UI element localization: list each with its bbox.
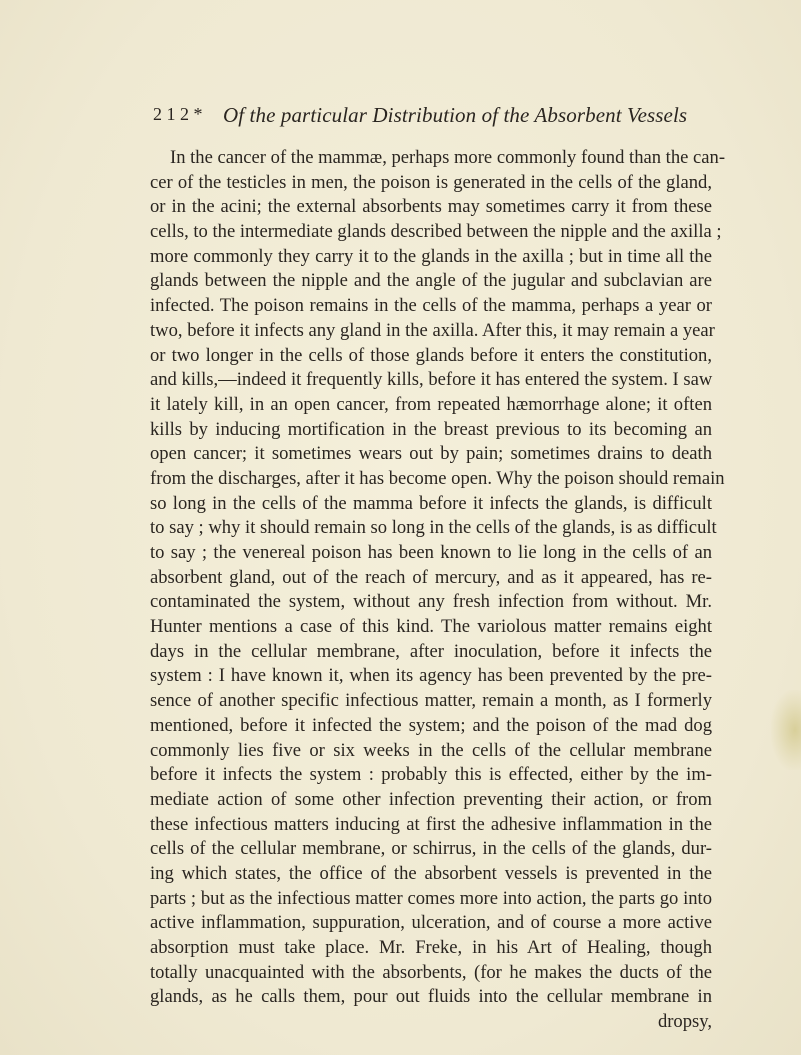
text-line: system : I have known it, when its agency has been prevented by the pre- [150, 665, 712, 687]
text-line: commonly lies five or six weeks in the cells of the cellular membrane [150, 739, 712, 761]
text-line: mediate action of some other infection preventing their action, or from [150, 788, 712, 810]
text-line: cells, to the intermediate glands described between the nipple and the axilla ; [150, 221, 722, 243]
catchword: dropsy, [657, 1011, 712, 1033]
text-line: absorption must take place. Mr. Freke, in his Art of Healing, though [150, 937, 712, 958]
text-line: to say ; the venereal poison has been known to lie long in the cells of an [150, 542, 712, 563]
text-line: sence of another specific infectious matter, remain a month, as I formerly [150, 690, 712, 712]
text-line: cells of the cellular membrane, or schirrus, in the cells of the glands, dur- [150, 838, 712, 860]
page-number: 2 1 2 * [153, 104, 203, 124]
text-line: so long in the cells of the mamma before it infects the glands, is difficult [150, 492, 712, 514]
text-line: active inflammation, suppuration, ulceration, and of course a more active [150, 912, 712, 934]
text-line: mentioned, before it infected the system; and the poison of the mad dog [150, 714, 712, 736]
text-line: more commonly they carry it to the glands in the axilla ; but in time all the [150, 245, 712, 267]
text-line: cer of the testicles in men, the poison is generated in the cells of the gland, [150, 171, 712, 193]
text-line: Hunter mentions a case of this kind. The variolous matter remains eight [150, 616, 712, 638]
paper-stain [771, 690, 801, 770]
text-line: infected. The poison remains in the cells of the mamma, perhaps a year or [150, 295, 712, 317]
running-head [153, 103, 723, 128]
text-line: days in the cellular membrane, after inoculation, before it infects the [150, 640, 712, 662]
text-line: totally unacquainted with the absorbents, (for he makes the ducts of the [150, 961, 712, 983]
text-line: from the discharges, after it has become open. Why the poison should remain [150, 467, 725, 489]
text-line: parts ; but as the infectious matter comes more into action, the parts go into [150, 887, 712, 909]
text-line: In the cancer of the mammæ, perhaps more commonly found than the can- [170, 147, 726, 168]
text-line: to say ; why it should remain so long in the cells of the glands, is as difficult [150, 517, 717, 539]
text-line: open cancer; it sometimes wears out by pain; sometimes drains to death [150, 443, 712, 465]
text-line: these infectious matters inducing at first the adhesive inflammation in the [150, 813, 712, 835]
text-line: and kills,—indeed it frequently kills, before it has entered the system. I saw [150, 369, 713, 391]
text-line: absorbent gland, out of the reach of mercury, and as it appeared, has re- [150, 566, 712, 588]
text-line: before it infects the system : probably this is effected, either by the im- [150, 764, 712, 786]
text-line: kills by inducing mortification in the breast previous to its becoming an [150, 418, 712, 440]
body-paragraph [150, 146, 726, 1035]
text-line: or two longer in the cells of those glands before it enters the constitution, [150, 344, 712, 366]
page-title: Of the particular Distribution of the Absorbent Vessels [223, 103, 688, 127]
text-line: or in the acini; the external absorbents may sometimes carry it from these [150, 196, 712, 218]
text-line: glands between the nipple and the angle of the jugular and subclavian are [150, 270, 712, 292]
text-line: it lately kill, in an open cancer, from repeated hæmorrhage alone; it often [150, 393, 712, 415]
text-line: contaminated the system, without any fresh infection from without. Mr. [150, 591, 712, 613]
text-line: two, before it infects any gland in the axilla. After this, it may remain a year [150, 319, 715, 341]
text-line: glands, as he calls them, pour out fluids into the cellular membrane in [150, 986, 712, 1008]
text-line: ing which states, the office of the absorbent vessels is prevented in the [150, 862, 712, 884]
